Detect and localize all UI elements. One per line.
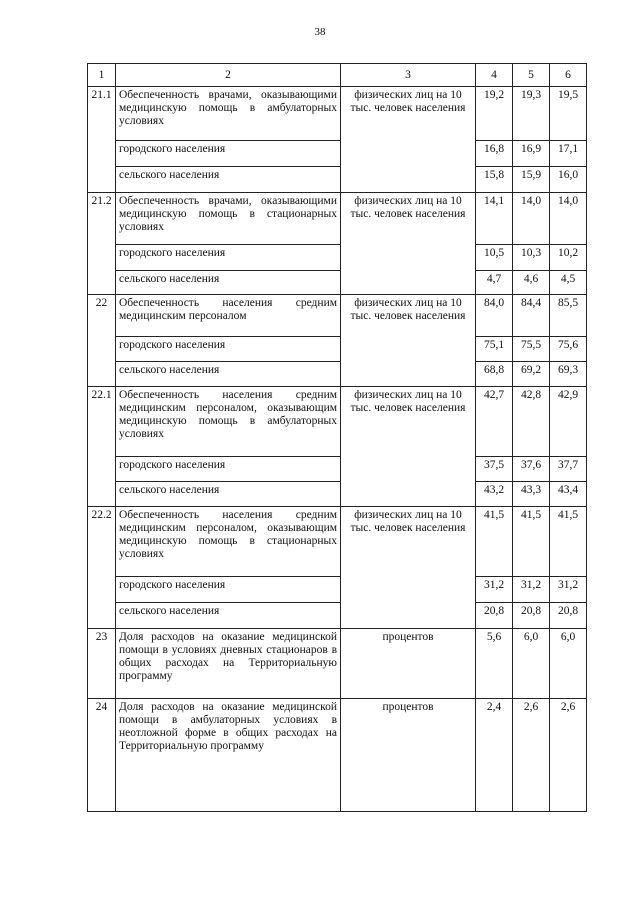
value-cell: 10,2: [550, 245, 587, 271]
indicator-name: Доля расходов на оказание медицинской помощи в амбулаторных условиях в неотложной форме в общих расходах на Территориальную программу: [116, 699, 341, 812]
table-row: [88, 167, 587, 193]
value-cell: 41,5: [513, 507, 550, 577]
value-cell: 37,6: [513, 457, 550, 482]
table-row: [88, 629, 587, 699]
indicator-name: сельского населения: [116, 482, 341, 507]
value-cell: 75,5: [513, 337, 550, 362]
row-number: 24: [88, 699, 116, 812]
indicator-name: сельского населения: [116, 603, 341, 629]
table-row: [88, 362, 587, 387]
unit-cell: физических лиц на 10 тыс. человек населения: [341, 193, 476, 295]
unit-cell: физических лиц на 10 тыс. человек населения: [341, 507, 476, 629]
value-cell: 15,8: [476, 167, 513, 193]
value-cell: 14,1: [476, 193, 513, 245]
value-cell: 19,3: [513, 87, 550, 141]
value-cell: 69,2: [513, 362, 550, 387]
unit-cell: физических лиц на 10 тыс. человек населения: [341, 87, 476, 193]
value-cell: 31,2: [476, 577, 513, 603]
value-cell: 43,3: [513, 482, 550, 507]
indicator-name: Обеспеченность врачами, оказывающими медицинскую помощь в амбулаторных условиях: [116, 87, 341, 141]
table-row: [88, 295, 587, 337]
value-cell: 17,1: [550, 141, 587, 167]
row-number: 22.2: [88, 507, 116, 629]
unit-cell: процентов: [341, 699, 476, 812]
value-cell: 84,4: [513, 295, 550, 337]
row-number: 22.1: [88, 387, 116, 507]
indicator-name: городского населения: [116, 141, 341, 167]
value-cell: 2,4: [476, 699, 513, 812]
value-cell: 31,2: [550, 577, 587, 603]
indicator-name: городского населения: [116, 577, 341, 603]
value-cell: 19,2: [476, 87, 513, 141]
header-cell-4: 4: [476, 64, 513, 87]
indicator-name: Обеспеченность населения средним медицинским персоналом, оказывающим медицинскую помощь в стационарных условиях: [116, 507, 341, 577]
value-cell: 14,0: [513, 193, 550, 245]
page-number: 38: [314, 26, 326, 38]
table-row: [88, 141, 587, 167]
value-cell: 14,0: [550, 193, 587, 245]
table-row: [88, 457, 587, 482]
value-cell: 15,9: [513, 167, 550, 193]
table-row: [88, 507, 587, 577]
value-cell: 42,8: [513, 387, 550, 457]
unit-cell: физических лиц на 10 тыс. человек населения: [341, 387, 476, 507]
value-cell: 31,2: [513, 577, 550, 603]
row-number: 21.1: [88, 87, 116, 193]
value-cell: 16,0: [550, 167, 587, 193]
value-cell: 16,9: [513, 141, 550, 167]
value-cell: 10,5: [476, 245, 513, 271]
table-row: [88, 337, 587, 362]
value-cell: 4,7: [476, 271, 513, 295]
header-cell-3: 3: [341, 64, 476, 87]
value-cell: 2,6: [550, 699, 587, 812]
value-cell: 10,3: [513, 245, 550, 271]
value-cell: 41,5: [550, 507, 587, 577]
indicators-table: [87, 63, 587, 812]
value-cell: 4,5: [550, 271, 587, 295]
row-number: 21.2: [88, 193, 116, 295]
value-cell: 43,4: [550, 482, 587, 507]
value-cell: 20,8: [513, 603, 550, 629]
table-row: [88, 699, 587, 812]
indicator-name: сельского населения: [116, 362, 341, 387]
table-row: [88, 603, 587, 629]
header-cell-1: 1: [88, 64, 116, 87]
header-cell-5: 5: [513, 64, 550, 87]
table-row: [88, 193, 587, 245]
value-cell: 19,5: [550, 87, 587, 141]
indicator-name: городского населения: [116, 337, 341, 362]
header-cell-6: 6: [550, 64, 587, 87]
value-cell: 37,7: [550, 457, 587, 482]
row-number: 22: [88, 295, 116, 387]
value-cell: 6,0: [550, 629, 587, 699]
value-cell: 2,6: [513, 699, 550, 812]
table-row: [88, 387, 587, 457]
value-cell: 75,1: [476, 337, 513, 362]
header-row: [88, 64, 587, 87]
value-cell: 69,3: [550, 362, 587, 387]
row-number: 23: [88, 629, 116, 699]
table-row: [88, 87, 587, 141]
value-cell: 4,6: [513, 271, 550, 295]
header-cell-2: 2: [116, 64, 341, 87]
value-cell: 42,7: [476, 387, 513, 457]
value-cell: 75,6: [550, 337, 587, 362]
indicator-name: Доля расходов на оказание медицинской помощи в условиях дневных стационаров в общих расходах на Территориальную программу: [116, 629, 341, 699]
value-cell: 41,5: [476, 507, 513, 577]
indicator-name: Обеспеченность населения средним медицинским персоналом, оказывающим медицинскую помощь в амбулаторных условиях: [116, 387, 341, 457]
table-row: [88, 482, 587, 507]
indicator-name: городского населения: [116, 245, 341, 271]
value-cell: 6,0: [513, 629, 550, 699]
value-cell: 42,9: [550, 387, 587, 457]
value-cell: 37,5: [476, 457, 513, 482]
table-row: [88, 577, 587, 603]
value-cell: 85,5: [550, 295, 587, 337]
indicator-name: Обеспеченность врачами, оказывающими медицинскую помощь в стационарных условиях: [116, 193, 341, 245]
unit-cell: физических лиц на 10 тыс. человек населения: [341, 295, 476, 387]
indicator-name: сельского населения: [116, 167, 341, 193]
table-row: [88, 271, 587, 295]
table-row: [88, 245, 587, 271]
unit-cell: процентов: [341, 629, 476, 699]
indicator-name: Обеспеченность населения средним медицинским персоналом: [116, 295, 341, 337]
value-cell: 20,8: [476, 603, 513, 629]
value-cell: 5,6: [476, 629, 513, 699]
indicator-name: городского населения: [116, 457, 341, 482]
value-cell: 68,8: [476, 362, 513, 387]
value-cell: 16,8: [476, 141, 513, 167]
value-cell: 84,0: [476, 295, 513, 337]
value-cell: 20,8: [550, 603, 587, 629]
indicator-name: сельского населения: [116, 271, 341, 295]
value-cell: 43,2: [476, 482, 513, 507]
